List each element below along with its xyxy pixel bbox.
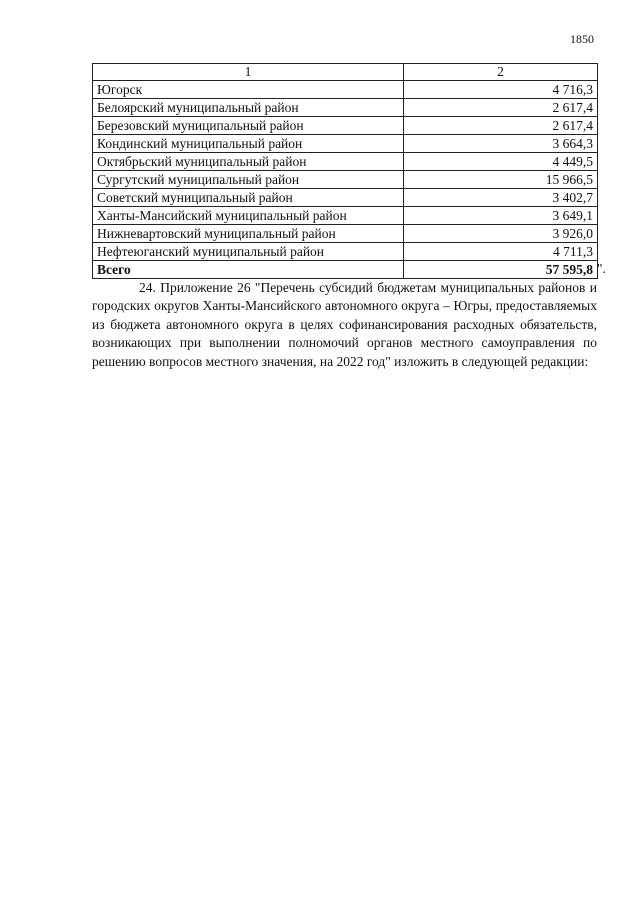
row-value: 4 716,3 (404, 81, 598, 99)
table-row (93, 207, 598, 225)
total-label: Всего (93, 261, 404, 279)
row-value: 3 649,1 (404, 207, 598, 225)
table-row (93, 99, 598, 117)
table-header-row (93, 64, 598, 81)
body-paragraph: 24. Приложение 26 "Перечень субсидий бюджетам муниципальных районов и городских округов Ханты-Мансийского автономного округа – Югры, предоставляемых из бюджета автономного округа в целях софинансирования расходных обязательств, возникающих при выполнении полномочий органов местного самоуправления по решению вопросов местного значения, на 2022 год" изложить в следующей редакции: (92, 280, 597, 369)
row-name: Кондинский муниципальный район (93, 135, 404, 153)
table-row (93, 153, 598, 171)
row-value: 15 966,5 (404, 171, 598, 189)
column-header-2: 2 (404, 64, 598, 81)
row-value: 2 617,4 (404, 99, 598, 117)
row-name: Белоярский муниципальный район (93, 99, 404, 117)
closing-quote: ". (597, 261, 606, 276)
total-value: 57 595,8 (404, 261, 598, 279)
table-row (93, 243, 598, 261)
table-row (93, 117, 598, 135)
table-row (93, 171, 598, 189)
column-header-1: 1 (93, 64, 404, 81)
row-value: 2 617,4 (404, 117, 598, 135)
row-name: Октябрьский муниципальный район (93, 153, 404, 171)
subsidy-table (92, 63, 598, 279)
table-row (93, 81, 598, 99)
row-name: Ханты-Мансийский муниципальный район (93, 207, 404, 225)
row-value: 3 402,7 (404, 189, 598, 207)
row-value: 3 664,3 (404, 135, 598, 153)
row-name: Нижневартовский муниципальный район (93, 225, 404, 243)
table-total-row (93, 261, 598, 279)
row-name: Березовский муниципальный район (93, 117, 404, 135)
table-row (93, 135, 598, 153)
table-row (93, 225, 598, 243)
row-value: 3 926,0 (404, 225, 598, 243)
row-value: 4 449,5 (404, 153, 598, 171)
row-value: 4 711,3 (404, 243, 598, 261)
row-name: Нефтеюганский муниципальный район (93, 243, 404, 261)
page-number: 1850 (570, 32, 594, 46)
row-name: Югорск (93, 81, 404, 99)
row-name: Советский муниципальный район (93, 189, 404, 207)
row-name: Сургутский муниципальный район (93, 171, 404, 189)
table-row (93, 189, 598, 207)
